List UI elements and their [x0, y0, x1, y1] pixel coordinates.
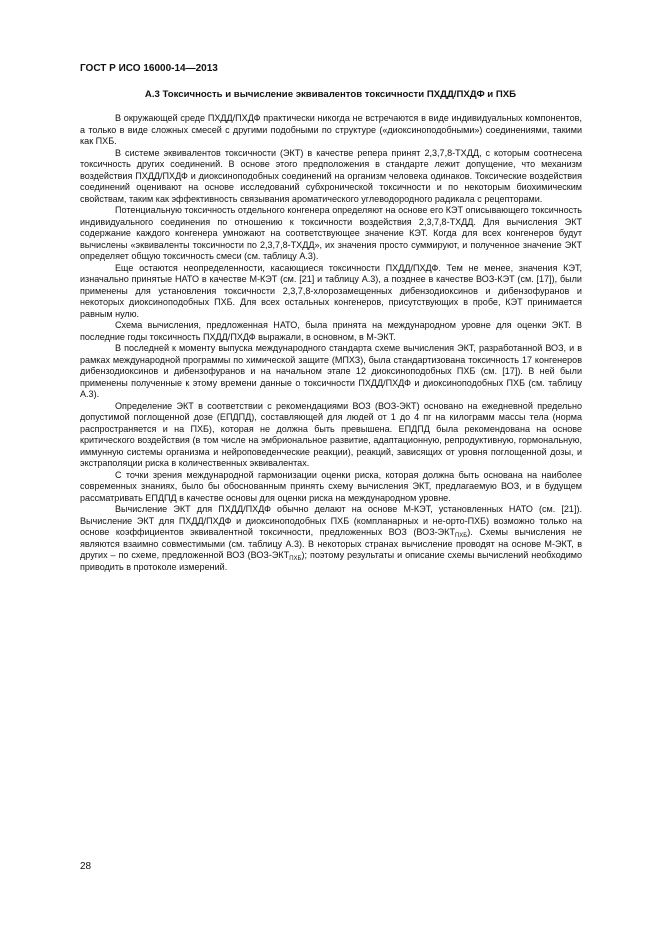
- paragraph: В последней к моменту выпуска международного стандарта схеме вычисления ЭКТ, разработанной ВОЗ, и в рамках международной программы по химической защите (МПХЗ), была стандартизована токсичность 17 конгенеров дибензодиоксинов и дибензофуранов и на начальном этапе 12 диоксиноподобных ПХБ (см. [17]). В ней были применены полученные к этому времени данные о токсичности ПХДД/ПХДФ и диоксиноподобных ПХБ (см. таблицу А.3).: [80, 343, 582, 399]
- paragraph-last: [80, 504, 582, 573]
- paragraph: С точки зрения международной гармонизации оценки риска, которая должна быть основана на наиболее современных знаниях, было бы обоснованным принять схему вычисления ЭКТ, предлагаемую ВОЗ, и в будущем рассматривать ЕПДПД в качестве основы для оценки риска на международном уровне.: [80, 469, 582, 503]
- paragraph: Потенциальную токсичность отдельного конгенера определяют на основе его КЭТ описывающего токсичность индивидуального соединения по отношению к токсичности воздействия 2,3,7,8-ТХДД. Для вычисления ЭКТ содержание каждого конгенера умножают на соответствующее значение КЭТ. Когда для всех конгенеров будут вычислены «эквиваленты токсичности по 2,3,7,8-ТХДД», их значения просто суммируют, и полученное значение ЭКТ определяет общую токсичность смеси (см. таблицу А.3).: [80, 205, 582, 261]
- section-title: А.3 Токсичность и вычисление эквивалентов токсичности ПХДД/ПХДФ и ПХБ: [144, 89, 517, 100]
- paragraph: Еще остаются неопределенности, касающиеся токсичности ПХДД/ПХДФ. Тем не менее, значения КЭТ, изначально принятые НАТО в качестве М-КЭТ (см. [21] и таблицу А.3), а позднее в качестве ВОЗ-КЭТ (см. [17]), были применены для установления токсичности 2,3,7,8-хлорозамещенных дибензодиоксинов и дибензофуранов и некоторых диоксиноподобных ПХБ. Для всех остальных конгенеров, присутствующих в пробе, КЭТ принимается равным нулю.: [80, 262, 582, 319]
- page-number: 28: [80, 861, 92, 872]
- subscript: ПХБ: [289, 556, 302, 562]
- paragraph: Схема вычисления, предложенная НАТО, была принята на международном уровне для оценки ЭКТ. В последние годы токсичность ПХДД/ПХДФ выражали, в основном, в М-ЭКТ.: [80, 320, 582, 342]
- paragraph: В окружающей среде ПХДД/ПХДФ практически никогда не встречаются в виде индивидуальных компонентов, а только в виде сложных смесей с другими подобными по структуре («диоксиноподобными») соединениями, такими как ПХБ.: [80, 113, 582, 146]
- subscript: ПХБ: [454, 533, 468, 539]
- paragraph: В системе эквивалентов токсичности (ЭКТ) в качестве репера принят 2,3,7,8-ТХДД, с которым соотнесена токсичность других соединений. В основе этого предположения в стандарте лежит допущение, что механизм воздействия ПХДД/ПХДФ и диоксиноподобных соединений на организм человека одинаков. Токсические воздействия соединений оценивают на основе исследований субхронической токсичности и по некоторым биохимическим свойствам, таким как эффективность связывания ароматического углеводородного радикала с рецепторами.: [80, 147, 582, 204]
- paragraph: Определение ЭКТ в соответствии с рекомендациями ВОЗ (ВОЗ-ЭКТ) основано на ежедневной предельно допустимой поглощенной дозе (ЕПДПД), составляющей для людей от 1 до 4 пг на килограмм массы тела (норма распространяется и на ПХБ), которая не должна быть превышена. ЕПДПД была рекомендована на основе критического воздействия (в том числе на эмбриональное развитие, адаптационную, репродуктивную, гормональную, иммунную системы организма и нейроповеденческие реакции), реакций, зависящих от уровня поглощенной дозы, и экстраполяции риска в количественных эквивалентах.: [80, 400, 582, 468]
- body-text: [80, 113, 582, 573]
- text-fragment: Вычисление ЭКТ для ПХДД/ПХДФ обычно делают на основе М-КЭТ, установленных НАТО (см. [21]). Вычисление ЭКТ для ПХДД/ПХДФ и диоксиноподобных ПХБ (компланарных и не-орто-ПХБ) возможно только на основе коэффициентов эквивалентной токсичности, предложенных ВОЗ (ВОЗ-ЭКТ: [80, 504, 582, 537]
- text-fragment: ); поэтому результаты и описание схемы вычислений необходимо приводить в протоколе измерений.: [80, 550, 583, 572]
- text-fragment: ). Схемы вычисления не являются взаимно совместимыми (см. таблицу А.3). В некоторых странах вычисление проводят на основе М-ЭКТ, в других – по схеме, предложенной ВОЗ (ВОЗ-ЭКТ: [80, 527, 582, 560]
- document-header: ГОСТ Р ИСО 16000-14—2013: [80, 63, 218, 74]
